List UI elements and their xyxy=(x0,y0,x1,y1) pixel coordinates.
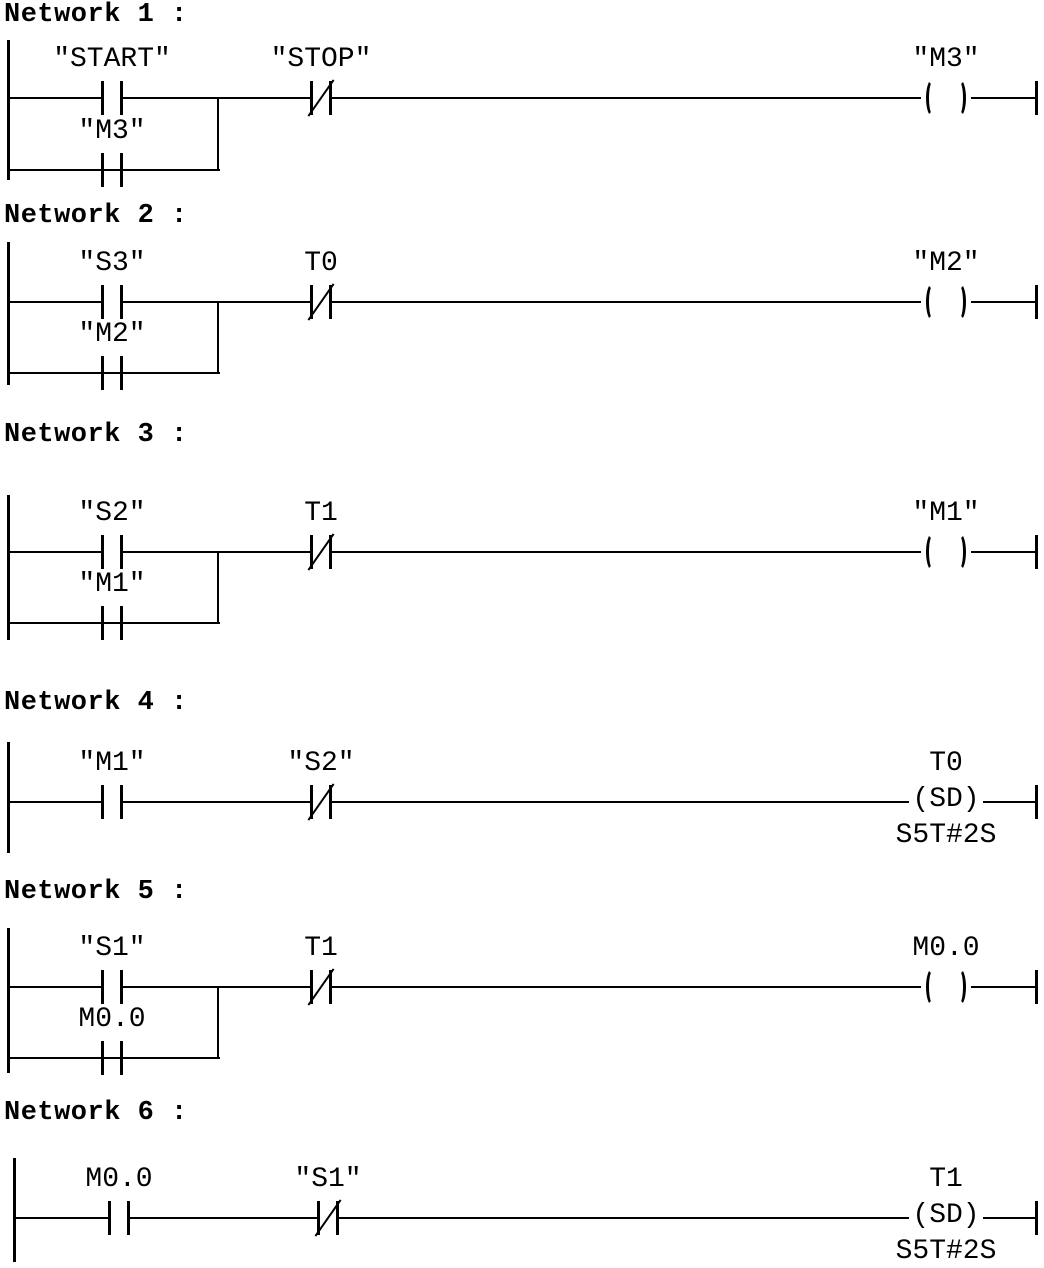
timer-label: T0 xyxy=(929,748,963,779)
contact-bar xyxy=(120,153,123,187)
network-title: Network 3 : xyxy=(4,420,188,450)
rung-line xyxy=(330,801,909,803)
contact-bar xyxy=(101,285,104,319)
contact-bar xyxy=(108,1201,111,1235)
timer-duration: S5T#2S xyxy=(895,1236,997,1267)
nc-contact[interactable] xyxy=(261,498,381,574)
right-rail-tick xyxy=(1035,285,1038,319)
contact-bar xyxy=(120,535,123,569)
power-rail xyxy=(7,40,10,180)
nc-contact[interactable] xyxy=(261,748,381,824)
contact-bar xyxy=(101,606,104,640)
output-coil[interactable] xyxy=(884,44,1008,120)
power-rail xyxy=(7,928,10,1073)
contact-bar xyxy=(127,1201,130,1235)
no-contact[interactable] xyxy=(52,748,172,824)
coil-left-paren-icon xyxy=(926,283,939,321)
no-contact[interactable] xyxy=(52,248,172,324)
no-contact[interactable] xyxy=(52,933,172,1009)
coil-label: M0.0 xyxy=(912,933,980,964)
coil-right-paren-icon xyxy=(953,283,966,321)
no-contact[interactable] xyxy=(52,498,172,574)
timer-coil-type: (SD) xyxy=(912,1200,980,1231)
right-rail-tick xyxy=(1035,970,1038,1004)
contact-bar xyxy=(120,970,123,1004)
rung-line xyxy=(330,551,921,553)
coil-right-paren-icon xyxy=(953,533,966,571)
no-contact-branch[interactable] xyxy=(52,569,172,645)
output-coil[interactable] xyxy=(884,248,1008,324)
contact-bar xyxy=(101,1041,104,1075)
contact-label: T0 xyxy=(304,248,338,279)
contact-bar xyxy=(120,81,123,115)
coil-right-paren-icon xyxy=(953,968,966,1006)
right-rail-tick xyxy=(1035,1201,1038,1235)
contact-bar xyxy=(120,785,123,819)
contact-label: "M1" xyxy=(78,748,146,779)
branch-junction-line xyxy=(217,987,219,1059)
contact-bar xyxy=(120,606,123,640)
coil-left-paren-icon xyxy=(926,79,939,117)
timer-coil[interactable] xyxy=(884,748,1008,862)
output-coil[interactable] xyxy=(884,498,1008,574)
coil-left-paren-icon xyxy=(926,533,939,571)
network-title: Network 4 : xyxy=(4,688,188,718)
contact-label: M0.0 xyxy=(78,1004,146,1035)
no-contact[interactable] xyxy=(59,1164,179,1240)
timer-coil-type: (SD) xyxy=(912,784,980,815)
right-rail-tick xyxy=(1035,81,1038,115)
contact-label: "STOP" xyxy=(270,44,372,75)
contact-label: "M3" xyxy=(78,116,146,147)
contact-label: M0.0 xyxy=(85,1164,153,1195)
contact-label: "S3" xyxy=(78,248,146,279)
nc-contact[interactable] xyxy=(261,248,381,324)
contact-bar xyxy=(120,1041,123,1075)
no-contact-branch[interactable] xyxy=(52,116,172,192)
contact-label: "S1" xyxy=(294,1164,362,1195)
contact-bar xyxy=(120,356,123,390)
contact-bar xyxy=(101,535,104,569)
coil-label: "M2" xyxy=(912,248,980,279)
rung-line xyxy=(330,97,921,99)
branch-junction-line xyxy=(217,302,219,374)
right-rail-tick xyxy=(1035,535,1038,569)
timer-coil[interactable] xyxy=(884,1164,1008,1268)
network-title: Network 2 : xyxy=(4,201,188,231)
power-rail xyxy=(7,495,10,640)
network-title: Network 6 : xyxy=(4,1098,188,1128)
right-rail-tick xyxy=(1035,785,1038,819)
coil-left-paren-icon xyxy=(926,968,939,1006)
contact-bar xyxy=(101,970,104,1004)
contact-label: "S2" xyxy=(287,748,355,779)
contact-label: "S2" xyxy=(78,498,146,529)
contact-label: "S1" xyxy=(78,933,146,964)
contact-bar xyxy=(120,285,123,319)
branch-junction-line xyxy=(217,98,219,171)
contact-label: "START" xyxy=(53,44,171,75)
contact-label: T1 xyxy=(304,933,338,964)
branch-junction-line xyxy=(217,552,219,624)
network-title: Network 1 : xyxy=(4,0,188,30)
timer-label: T1 xyxy=(929,1164,963,1195)
power-rail xyxy=(7,242,10,385)
rung-line xyxy=(330,986,921,988)
contact-label: "M2" xyxy=(78,319,146,350)
nc-contact[interactable] xyxy=(261,933,381,1009)
output-coil[interactable] xyxy=(884,933,1008,1009)
rung-line xyxy=(330,301,921,303)
contact-bar xyxy=(101,81,104,115)
power-rail xyxy=(7,742,10,853)
contact-label: T1 xyxy=(304,498,338,529)
nc-contact[interactable] xyxy=(261,44,381,120)
no-contact-branch[interactable] xyxy=(52,319,172,395)
network-title: Network 5 : xyxy=(4,877,188,907)
contact-bar xyxy=(101,153,104,187)
contact-label: "M1" xyxy=(78,569,146,600)
coil-label: "M1" xyxy=(912,498,980,529)
contact-bar xyxy=(101,356,104,390)
coil-label: "M3" xyxy=(912,44,980,75)
nc-contact[interactable] xyxy=(268,1164,388,1240)
contact-bar xyxy=(101,785,104,819)
coil-right-paren-icon xyxy=(953,79,966,117)
timer-duration: S5T#2S xyxy=(895,820,997,851)
no-contact[interactable] xyxy=(52,44,172,120)
no-contact-branch[interactable] xyxy=(52,1004,172,1080)
rung-line xyxy=(337,1217,909,1219)
power-rail xyxy=(13,1158,16,1262)
